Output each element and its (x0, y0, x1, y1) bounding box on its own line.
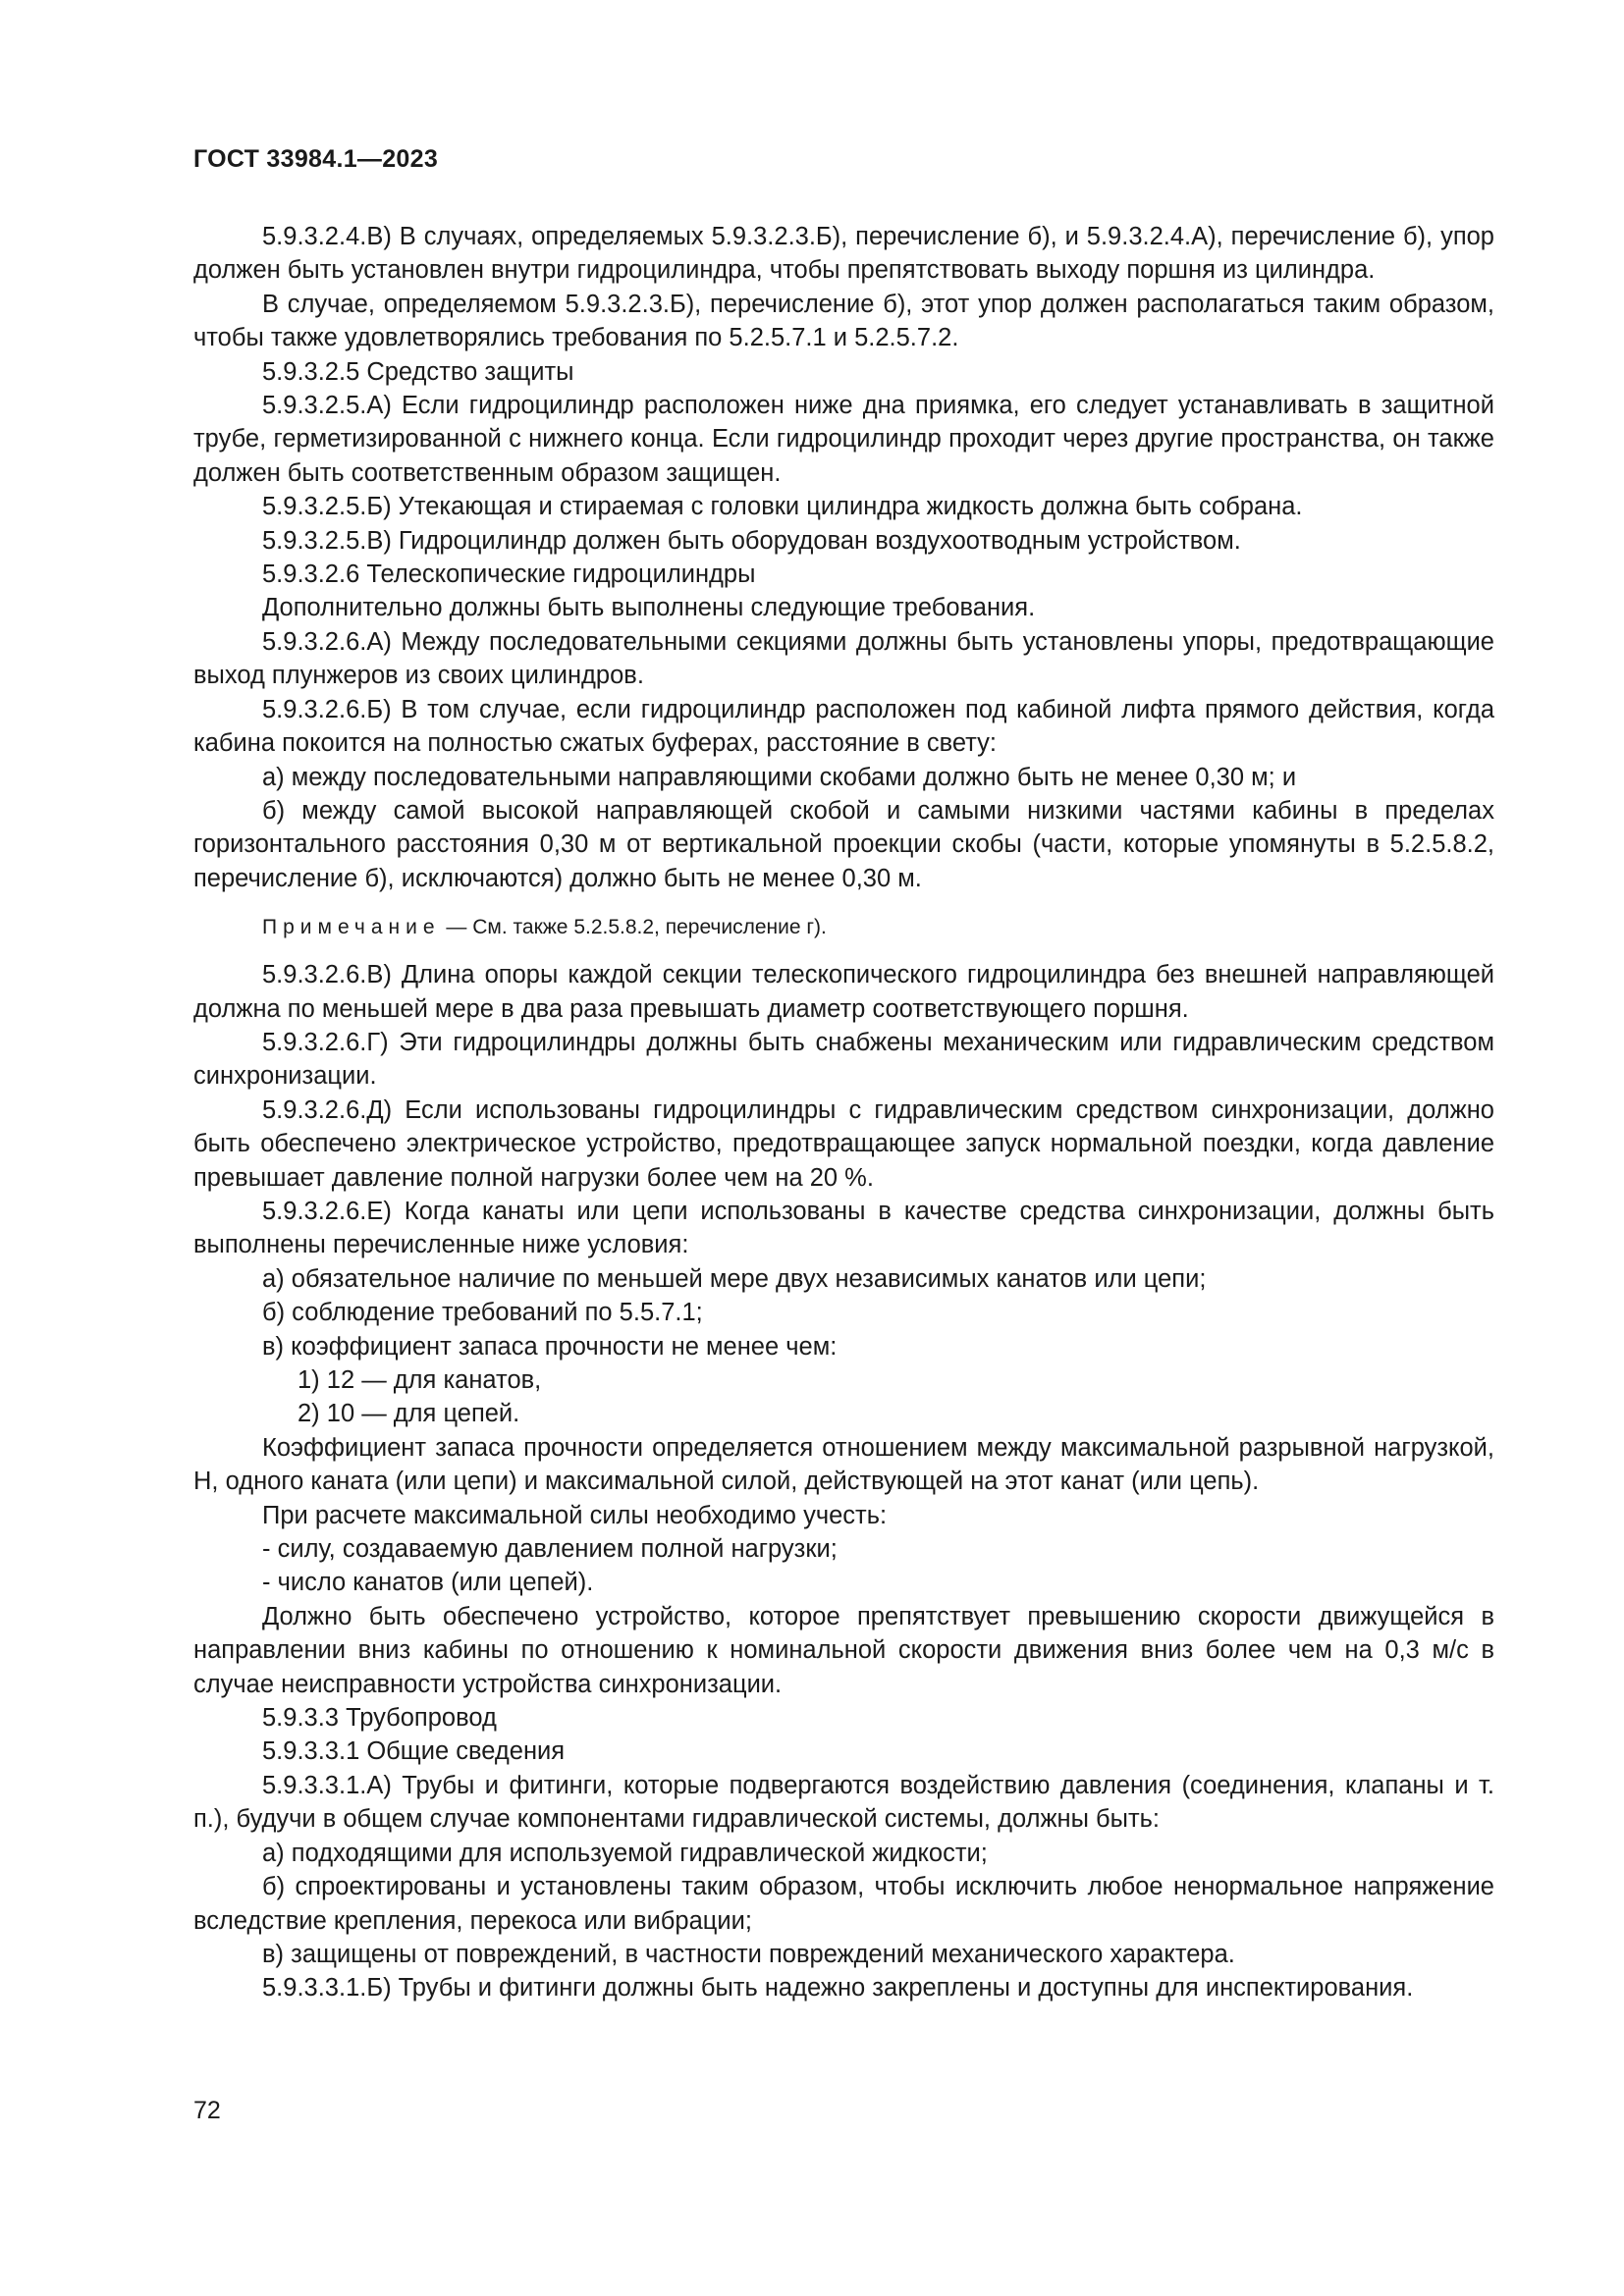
paragraph: 5.9.3.2.6.Б) В том случае, если гидроцилиндр расположен под кабиной лифта прямого действия, когда кабина покоится на полностью сжатых буферах, расстояние в свету: (193, 695, 1494, 758)
note-text: — См. также 5.2.5.8.2, перечисление г). (440, 916, 827, 939)
list-item: б) между самой высокой направляющей скобой и самыми низкими частями кабины в пределах горизонтального расстояния 0,30 м от вертикальной проекции скобы (части, которые упомянуты в 5.2.5.8.2, перечисление б), исключаются) должно быть не менее 0,30 м. (193, 796, 1494, 892)
page-number: 72 (193, 2097, 221, 2124)
paragraph: Дополнительно должны быть выполнены следующие требования. (262, 594, 1036, 622)
list-item: а) между последовательными направляющими скобами должно быть не менее 0,30 м; и (262, 763, 1297, 791)
paragraph: При расчете максимальной силы необходимо учесть: (262, 1501, 888, 1529)
paragraph: В случае, определяемом 5.9.3.2.3.Б), перечисление б), этот упор должен располагаться таким образом, чтобы также удовлетворялись требования по 5.2.5.7.1 и 5.2.5.7.2. (193, 290, 1494, 352)
paragraph: 5.9.3.2.6.В) Длина опоры каждой секции телескопического гидроцилиндра без внешней направляющей должна по меньшей мере в два раза превышать диаметр соответствующего поршня. (193, 961, 1494, 1023)
list-item: а) обязательное наличие по меньшей мере двух независимых канатов или цепи; (262, 1264, 1207, 1293)
list-item: в) коэффициент запаса прочности не менее чем: (262, 1332, 838, 1361)
sub-list-item: 2) 10 — для цепей. (298, 1400, 520, 1428)
paragraph: 5.9.3.2.6.Д) Если использованы гидроцилиндры с гидравлическим средством синхронизации, должно быть обеспечено электрическое устройство, предотвращающее запуск нормальной поездки, когда давление превышает давление полной нагрузки более чем на 20 %. (193, 1095, 1494, 1192)
paragraph: Коэффициент запаса прочности определяется отношением между максимальной разрывной нагрузкой, Н, одного каната (или цепи) и максимальной силой, действующей на этот канат (или цепь). (193, 1433, 1494, 1496)
list-item: - число канатов (или цепей). (262, 1569, 594, 1597)
list-item: в) защищены от повреждений, в частности повреждений механического характера. (262, 1940, 1235, 1968)
paragraph: 5.9.3.2.6.Г) Эти гидроцилиндры должны быть снабжены механическим или гидравлическим средством синхронизации. (193, 1028, 1494, 1091)
paragraph: 5.9.3.2.5.Б) Утекающая и стираемая с головки цилиндра жидкость должна быть собрана. (262, 493, 1303, 521)
document-body (193, 220, 1494, 2005)
paragraph: 5.9.3.2.5.А) Если гидроцилиндр расположен ниже дна приямка, его следует устанавливать в защитной трубе, герметизированной с нижнего конца. Если гидроцилиндр проходит через другие пространства, он также должен быть соответственным образом защищен. (193, 392, 1494, 487)
paragraph: 5.9.3.2.6.Е) Когда канаты или цепи использованы в качестве средства синхронизации, должны быть выполнены перечисленные ниже условия: (193, 1197, 1494, 1259)
list-item: б) соблюдение требований по 5.5.7.1; (262, 1299, 703, 1327)
paragraph: 5.9.3.2.4.В) В случаях, определяемых 5.9.3.2.3.Б), перечисление б), и 5.9.3.2.4.А), перечисление б), упор должен быть установлен внутри гидроцилиндра, чтобы препятствовать выходу поршня из цилиндра. (193, 223, 1494, 285)
document-header: ГОСТ 33984.1—2023 (193, 145, 439, 173)
list-item: - силу, создаваемую давлением полной нагрузки; (262, 1535, 838, 1564)
paragraph: 5.9.3.2.5.В) Гидроцилиндр должен быть оборудован воздухоотводным устройством. (262, 526, 1241, 555)
list-item: б) спроектированы и установлены таким образом, чтобы исключить любое ненормальное напряжение вследствие крепления, перекоса или вибрации; (193, 1873, 1494, 1935)
paragraph: Должно быть обеспечено устройство, которое препятствует превышению скорости движущейся в направлении вниз кабины по отношению к номинальной скорости движения вниз более чем на 0,3 м/с в случае неисправности устройства синхронизации. (193, 1602, 1494, 1698)
note (193, 913, 1494, 942)
note-label: Примечание (262, 916, 441, 939)
section-heading: 5.9.3.3.1 Общие сведения (262, 1737, 566, 1766)
list-item: а) подходящими для используемой гидравлической жидкости; (262, 1839, 988, 1867)
section-heading: 5.9.3.3 Трубопровод (262, 1704, 497, 1733)
sub-list-item: 1) 12 — для канатов, (298, 1366, 542, 1394)
paragraph: 5.9.3.2.6.А) Между последовательными секциями должны быть установлены упоры, предотвращающие выход плунжеров из своих цилиндров. (193, 627, 1494, 690)
paragraph: 5.9.3.3.1.Б) Трубы и фитинги должны быть надежно закреплены и доступны для инспектирования. (262, 1974, 1414, 2002)
paragraph: 5.9.3.3.1.А) Трубы и фитинги, которые подвергаются воздействию давления (соединения, клапаны и т. п.), будучи в общем случае компонентами гидравлической системы, должны быть: (193, 1771, 1494, 1834)
section-heading: 5.9.3.2.5 Средство защиты (262, 357, 574, 386)
section-heading: 5.9.3.2.6 Телескопические гидроцилиндры (262, 561, 756, 589)
